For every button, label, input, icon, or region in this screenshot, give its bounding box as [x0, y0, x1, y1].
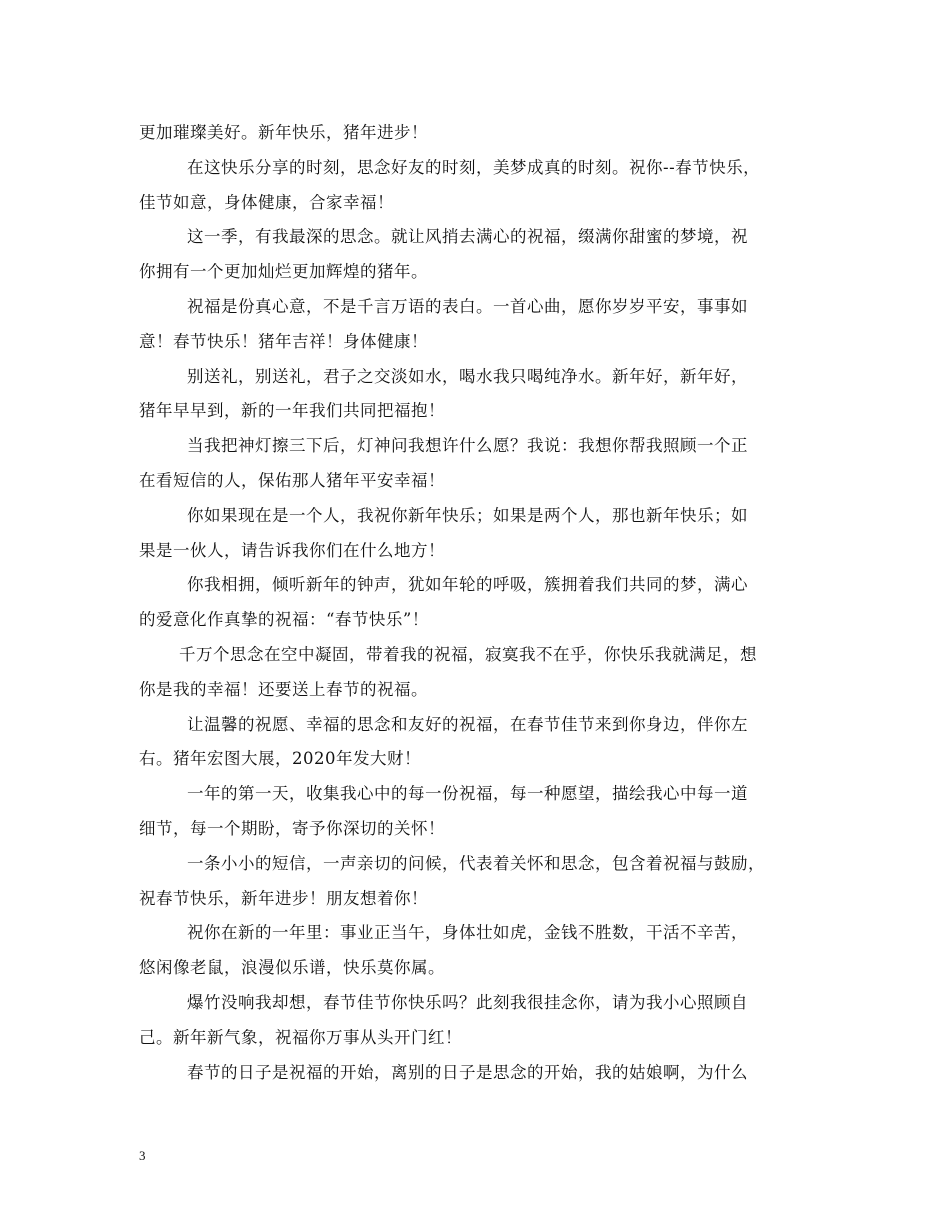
text-line: 你拥有一个更加灿烂更加辉煌的猪年。 [139, 262, 428, 282]
paragraph-first-line: 别送礼，别送礼，君子之交淡如水，喝水我只喝纯净水。新年好，新年好， [187, 366, 748, 386]
text-line: 悠闲像老鼠，浪漫似乐谱，快乐莫你属。 [139, 958, 445, 978]
paragraph-first-line: 千万个思念在空中凝固，带着我的祝福，寂寞我不在乎，你快乐我就满足，想 [179, 644, 757, 664]
paragraph-first-line: 你我相拥，倾听新年的钟声，犹如年轮的呼吸，簇拥着我们共同的梦，满心 [187, 575, 748, 595]
text-line: 祝春节快乐，新年进步！朋友想着你！ [139, 888, 428, 908]
text-line: 果是一伙人，请告诉我你们在什么地方！ [139, 540, 445, 560]
paragraph-first-line: 让温馨的祝愿、幸福的思念和友好的祝福，在春节佳节来到你身边，伴你左 [187, 714, 748, 734]
text-line: 更加璀璨美好。新年快乐，猪年进步！ [139, 123, 428, 142]
paragraph-first-line: 爆竹没响我却想，春节佳节你快乐吗？此刻我很挂念你，请为我小心照顾自 [187, 992, 748, 1012]
paragraph-first-line: 当我把神灯擦三下后，灯神问我想许什么愿？我说：我想你帮我照顾一个正 [187, 436, 748, 456]
text-line: 佳节如意，身体健康，合家幸福！ [139, 192, 394, 212]
page-number: 3 [139, 1148, 146, 1163]
document-body [139, 116, 815, 1090]
paragraph-first-line: 一条小小的短信，一声亲切的问候，代表着关怀和思念，包含着祝福与鼓励， [187, 853, 765, 873]
paragraph-first-line: 祝福是份真心意，不是千言万语的表白。一首心曲，愿你岁岁平安，事事如 [187, 296, 748, 316]
text-line: 猪年早早到，新的一年我们共同把福抱！ [139, 401, 445, 421]
paragraph-first-line: 在这快乐分享的时刻，思念好友的时刻，美梦成真的时刻。祝你--春节快乐， [187, 157, 761, 177]
text-line: 在看短信的人，保佑那人猪年平安幸福！ [139, 470, 445, 490]
paragraph-first-line: 春节的日子是祝福的开始，离别的日子是思念的开始，我的姑娘啊，为什么 [187, 1062, 748, 1082]
paragraph-first-line: 你如果现在是一个人，我祝你新年快乐；如果是两个人，那也新年快乐；如 [187, 505, 748, 525]
text-line: 意！春节快乐！猪年吉祥！身体健康！ [139, 331, 428, 351]
text-line: 己。新年新气象，祝福你万事从头开门红！ [139, 1027, 462, 1047]
text-line: 的爱意化作真挚的祝福：“春节快乐”！ [139, 610, 429, 630]
text-line: 细节，每一个期盼，寄予你深切的关怀！ [139, 818, 445, 838]
paragraph-first-line: 祝你在新的一年里：事业正当午，身体壮如虎，金钱不胜数，干活不辛苦， [187, 923, 748, 943]
paragraph-first-line: 这一季，有我最深的思念。就让风捎去满心的祝福，缀满你甜蜜的梦境，祝 [187, 227, 748, 247]
text-line: 你是我的幸福！还要送上春节的祝福。 [139, 679, 428, 699]
paragraph-first-line: 一年的第一天，收集我心中的每一份祝福，每一种愿望，描绘我心中每一道 [187, 784, 748, 804]
text-line: 右。猪年宏图大展，2020年发大财！ [139, 749, 421, 769]
